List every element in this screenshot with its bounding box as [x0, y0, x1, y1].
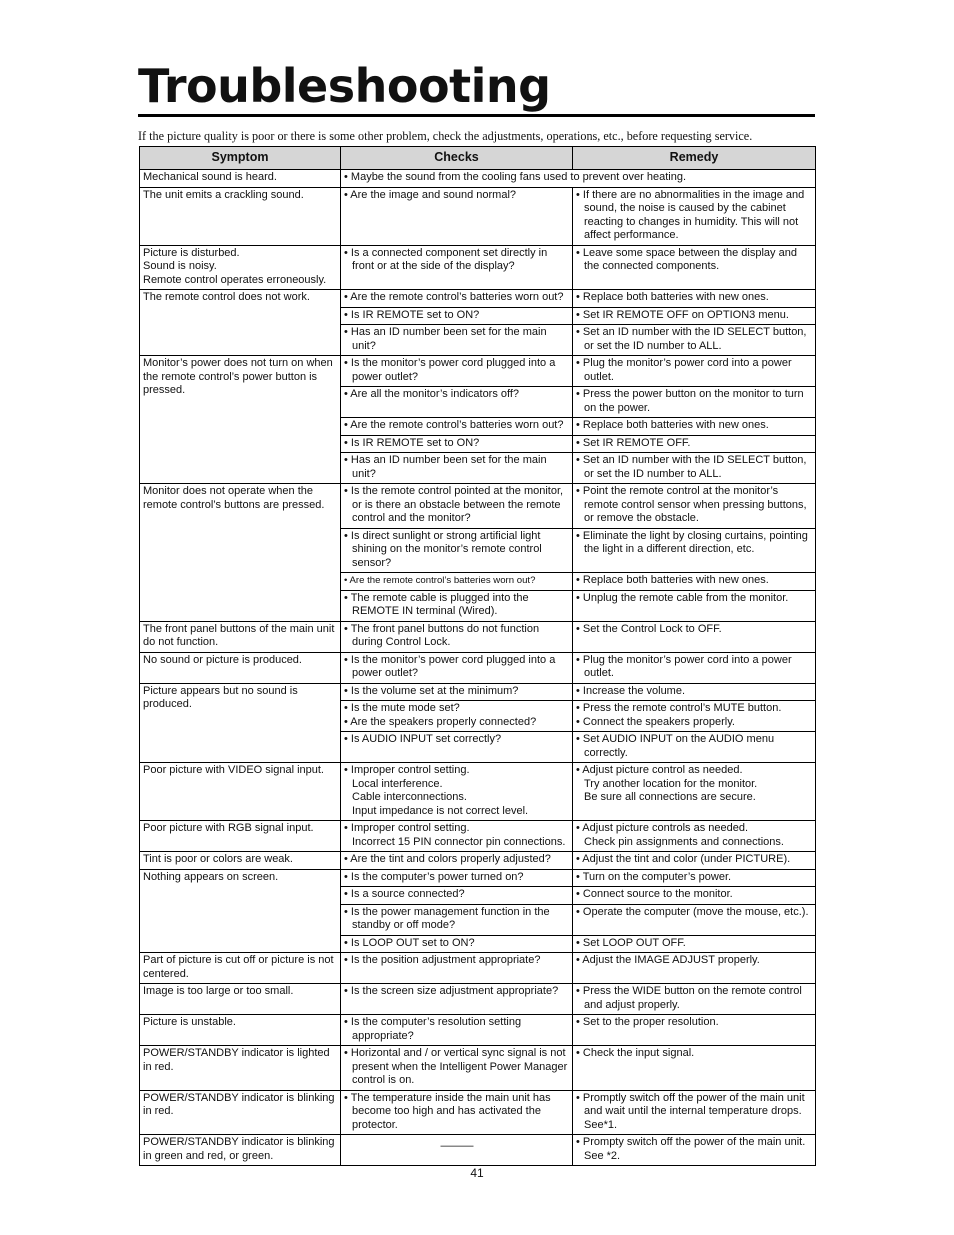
symptom-line: Image is too large or too small.: [143, 985, 294, 997]
remedy-line: • Set IR REMOTE OFF on OPTION3 menu.: [576, 308, 789, 321]
checks-line: • Is direct sunlight or strong artificial light shining on the monitor’s remote control sensor?: [344, 529, 542, 569]
symptom-cell: [140, 1090, 341, 1135]
symptom-line: The remote control does not work.: [143, 291, 310, 303]
header-symptom: Symptom: [140, 147, 341, 170]
checks-cell: [341, 953, 573, 984]
checks-cell: [341, 484, 573, 529]
checks-cell: [341, 307, 573, 325]
table-row: [140, 1090, 816, 1135]
remedy-line: • Set an ID number with the ID SELECT button, or set the ID number to ALL.: [576, 326, 807, 352]
remedy-line: • Replace both batteries with new ones.: [576, 574, 769, 586]
remedy-cell: [573, 356, 816, 387]
remedy-line: • Check the input signal.: [576, 1047, 695, 1059]
symptom-cell: [140, 1046, 341, 1091]
symptom-line: Picture is disturbed.: [143, 246, 240, 259]
remedy-cell: [573, 418, 816, 436]
remedy-line: • Unplug the remote cable from the monitor.: [576, 591, 789, 604]
remedy-cell: [573, 1015, 816, 1046]
symptom-cell: [140, 356, 341, 484]
remedy-line: • Plug the monitor’s power cord into a power outlet.: [576, 357, 792, 383]
symptom-line: Remote control operates erroneously.: [143, 273, 327, 286]
checks-cell: [341, 621, 573, 652]
remedy-line: • Connect the speakers properly.: [576, 715, 735, 728]
remedy-line: • Plug the monitor’s power cord into a power outlet.: [576, 653, 792, 679]
checks-cell: [341, 325, 573, 356]
symptom-line: POWER/STANDBY indicator is blinking in green and red, or green.: [143, 1136, 335, 1162]
table-row: [140, 683, 816, 701]
checks-line: • Is the power management function in the standby or off mode?: [344, 905, 550, 931]
checks-cell: [341, 652, 573, 683]
table-row: [140, 1135, 816, 1166]
remedy-line: • Set to the proper resolution.: [576, 1016, 719, 1028]
remedy-cell: [573, 1135, 816, 1166]
table-row: [140, 652, 816, 683]
checks-line: • Is the screen size adjustment appropriate?: [344, 985, 559, 997]
checks-line: • Is the mute mode set?: [344, 702, 460, 714]
remedy-cell: [573, 869, 816, 887]
remedy-cell: [573, 290, 816, 308]
checks-cell: [341, 245, 573, 290]
table-row: [140, 187, 816, 245]
symptom-cell: [140, 290, 341, 356]
remedy-line: • Replace both batteries with new ones.: [576, 419, 769, 431]
checks-cell: [341, 290, 573, 308]
symptom-line: POWER/STANDBY indicator is lighted in red.: [143, 1047, 330, 1073]
remedy-line: • Increase the volume.: [576, 684, 686, 697]
symptom-cell: [140, 652, 341, 683]
table-row: [140, 170, 816, 188]
checks-cell: [341, 1046, 573, 1091]
symptom-cell: [140, 821, 341, 852]
checks-line: • Is IR REMOTE set to ON?: [344, 436, 480, 449]
checks-cell: [341, 732, 573, 763]
checks-cell: [341, 852, 573, 870]
checks-line: • Are the tint and colors properly adjusted?: [344, 853, 551, 865]
symptom-line: Monitor does not operate when the remote control’s buttons are pressed.: [143, 485, 325, 511]
page-title: Troubleshooting: [138, 59, 551, 113]
remedy-cell: [573, 387, 816, 418]
remedy-cell: [573, 763, 816, 821]
checks-line: • Is the position adjustment appropriate?: [344, 954, 541, 966]
symptom-cell: [140, 621, 341, 652]
checks-cell: [341, 418, 573, 436]
remedy-line: • Adjust the IMAGE ADJUST properly.: [576, 954, 760, 966]
checks-cell: [341, 187, 573, 245]
checks-line: • Maybe the sound from the cooling fans used to prevent over heating.: [344, 171, 687, 183]
symptom-line: Nothing appears on screen.: [143, 870, 279, 883]
remedy-line: • Prompty switch off the power of the main unit. See *2.: [576, 1136, 806, 1162]
title-rule: [138, 114, 815, 117]
table-row: [140, 852, 816, 870]
checks-line: • Is the monitor’s power cord plugged into a power outlet?: [344, 653, 556, 679]
table-row: [140, 869, 816, 887]
remedy-cell: [573, 1046, 816, 1091]
table-row: [140, 245, 816, 290]
remedy-cell: [573, 325, 816, 356]
symptom-line: Tint is poor or colors are weak.: [143, 853, 293, 865]
remedy-cell: [573, 904, 816, 935]
checks-line: • Are the remote control’s batteries worn out?: [344, 575, 536, 586]
checks-line: • Improper control setting.: [344, 764, 470, 776]
remedy-line: • Press the power button on the monitor to turn on the power.: [576, 388, 804, 414]
checks-cell: [341, 528, 573, 573]
checks-cell: [341, 984, 573, 1015]
checks-line: • Are the image and sound normal?: [344, 188, 517, 201]
symptom-cell: [140, 953, 341, 984]
checks-line: Incorrect 15 PIN connector pin connections.: [352, 835, 566, 848]
remedy-line: Be sure all connections are secure.: [584, 791, 756, 803]
checks-cell: [341, 1090, 573, 1135]
checks-cell: [341, 435, 573, 453]
remedy-line: • Leave some space between the display and the connected components.: [576, 246, 797, 272]
symptom-cell: [140, 1135, 341, 1166]
remedy-cell: [573, 453, 816, 484]
checks-line: • Is AUDIO INPUT set correctly?: [344, 733, 502, 745]
table-row: [140, 1046, 816, 1091]
checks-cell: [341, 887, 573, 905]
remedy-cell: [573, 887, 816, 905]
checks-line: • The temperature inside the main unit has become too high and has activated the protector.: [344, 1091, 551, 1131]
remedy-cell: [573, 701, 816, 732]
symptom-cell: [140, 187, 341, 245]
checks-dash: ———: [440, 1140, 474, 1152]
page-number: 41: [470, 1166, 484, 1180]
remedy-line: • Set the Control Lock to OFF.: [576, 622, 722, 635]
checks-line: • Is the volume set at the minimum?: [344, 684, 519, 697]
symptom-line: Poor picture with RGB signal input.: [143, 822, 314, 834]
table-row: [140, 953, 816, 984]
checks-line: • Is a source connected?: [344, 888, 465, 900]
header-remedy: Remedy: [573, 147, 816, 170]
header-checks: Checks: [341, 147, 573, 170]
checks-cell: [341, 701, 573, 732]
remedy-line: • Press the WIDE button on the remote control and adjust properly.: [576, 985, 802, 1011]
checks-line: • Is the remote control pointed at the monitor, or is there an obstacle between the remote control and the monitor?: [344, 485, 564, 524]
checks-cell: [341, 590, 573, 621]
table-row: [140, 290, 816, 308]
remedy-cell: [573, 953, 816, 984]
remedy-cell: [573, 935, 816, 953]
table-row: [140, 821, 816, 852]
checks-remedy-cell: [341, 170, 816, 188]
symptom-line: Sound is noisy.: [143, 260, 217, 272]
checks-line: • Improper control setting.: [344, 822, 470, 834]
troubleshooting-table: [139, 146, 816, 1166]
checks-cell: [341, 453, 573, 484]
checks-line: • Is IR REMOTE set to ON?: [344, 308, 480, 321]
checks-line: • The remote cable is plugged into the REMOTE IN terminal (Wired).: [344, 591, 529, 617]
checks-line: Cable interconnections.: [352, 791, 467, 803]
remedy-line: Try another location for the monitor.: [584, 777, 758, 790]
symptom-cell: [140, 245, 341, 290]
remedy-line: • Promptly switch off the power of the main unit and wait until the internal temperature drops. See*1.: [576, 1091, 805, 1131]
symptom-line: No sound or picture is produced.: [143, 653, 302, 666]
remedy-line: • Set AUDIO INPUT on the AUDIO menu correctly.: [576, 733, 775, 759]
checks-line: • Is LOOP OUT set to ON?: [344, 936, 475, 949]
checks-line: • Are the speakers properly connected?: [344, 715, 537, 728]
table-row: [140, 356, 816, 387]
remedy-cell: [573, 573, 816, 591]
remedy-line: • Replace both batteries with new ones.: [576, 291, 769, 303]
checks-line: • Are the remote control’s batteries worn out?: [344, 291, 564, 303]
symptom-line: The front panel buttons of the main unit do not function.: [143, 622, 335, 648]
remedy-cell: [573, 245, 816, 290]
checks-line: • Has an ID number been set for the main unit?: [344, 454, 547, 480]
symptom-cell: [140, 984, 341, 1015]
checks-cell: [341, 763, 573, 821]
table-row: [140, 763, 816, 821]
table-header-row: [140, 147, 816, 170]
remedy-line: • Adjust the tint and color (under PICTURE).: [576, 853, 791, 865]
table-row: [140, 984, 816, 1015]
remedy-line: • Adjust picture controls as needed.: [576, 822, 749, 834]
remedy-line: • Adjust picture control as needed.: [576, 764, 743, 776]
checks-cell: [341, 387, 573, 418]
symptom-line: Mechanical sound is heard.: [143, 171, 277, 183]
symptom-cell: [140, 763, 341, 821]
symptom-cell: [140, 1015, 341, 1046]
remedy-cell: [573, 435, 816, 453]
checks-cell: [341, 935, 573, 953]
remedy-cell: [573, 683, 816, 701]
intro-text: If the picture quality is poor or there is some other problem, check the adjustments, operations, etc., before requesting service.: [138, 129, 753, 143]
checks-line: • Is a connected component set directly in front or at the side of the display?: [344, 246, 548, 272]
remedy-cell: [573, 984, 816, 1015]
symptom-cell: [140, 869, 341, 953]
symptom-cell: [140, 484, 341, 622]
remedy-line: • Set IR REMOTE OFF.: [576, 436, 691, 449]
remedy-line: • Turn on the computer’s power.: [576, 870, 732, 883]
symptom-line: POWER/STANDBY indicator is blinking in red.: [143, 1091, 335, 1117]
checks-line: • Is the computer’s resolution setting appropriate?: [344, 1016, 522, 1042]
checks-cell: [341, 821, 573, 852]
checks-cell: [341, 1015, 573, 1046]
remedy-cell: [573, 590, 816, 621]
symptom-line: Picture is unstable.: [143, 1016, 236, 1028]
remedy-line: • Operate the computer (move the mouse, etc.).: [576, 905, 809, 918]
checks-cell: [341, 356, 573, 387]
table-row: [140, 1015, 816, 1046]
remedy-cell: [573, 484, 816, 529]
checks-cell: [341, 1135, 573, 1166]
remedy-cell: [573, 821, 816, 852]
checks-line: Local interference.: [352, 777, 443, 790]
symptom-cell: [140, 683, 341, 763]
checks-line: • Horizontal and / or vertical sync signal is not present when the Intelligent Power Manager control is on.: [344, 1047, 568, 1086]
symptom-cell: [140, 852, 341, 870]
symptom-cell: [140, 170, 341, 188]
remedy-line: • Eliminate the light by closing curtains, pointing the light in a different direction, etc.: [576, 529, 808, 555]
checks-line: • Are all the monitor’s indicators off?: [344, 388, 520, 400]
symptom-line: Picture appears but no sound is produced.: [143, 684, 298, 710]
symptom-line: Poor picture with VIDEO signal input.: [143, 764, 324, 776]
remedy-cell: [573, 652, 816, 683]
remedy-cell: [573, 528, 816, 573]
remedy-line: • Press the remote control’s MUTE button.: [576, 702, 782, 714]
symptom-line: Part of picture is cut off or picture is not centered.: [143, 954, 334, 980]
checks-line: • Is the computer’s power turned on?: [344, 870, 524, 883]
remedy-cell: [573, 307, 816, 325]
remedy-line: • Point the remote control at the monitor’s remote control sensor when pressing buttons, or remove the obstacle.: [576, 485, 807, 524]
checks-cell: [341, 573, 573, 591]
table-body: [140, 170, 816, 1166]
symptom-line: Monitor’s power does not turn on when the remote control’s power button is pressed.: [143, 357, 333, 396]
table-row: [140, 484, 816, 529]
remedy-cell: [573, 621, 816, 652]
checks-line: • Has an ID number been set for the main unit?: [344, 326, 547, 352]
checks-line: Input impedance is not correct level.: [352, 804, 529, 817]
checks-line: • The front panel buttons do not function during Control Lock.: [344, 622, 540, 648]
remedy-cell: [573, 732, 816, 763]
checks-cell: [341, 869, 573, 887]
remedy-line: • If there are no abnormalities in the image and sound, the noise is caused by the cabinet reacting to changes in humidity. This will not affect performance.: [576, 188, 805, 241]
checks-line: • Is the monitor’s power cord plugged into a power outlet?: [344, 357, 556, 383]
checks-line: • Are the remote control’s batteries worn out?: [344, 419, 564, 431]
remedy-line: Check pin assignments and connections.: [584, 835, 784, 848]
checks-cell: [341, 904, 573, 935]
remedy-line: • Set LOOP OUT OFF.: [576, 936, 686, 949]
remedy-cell: [573, 1090, 816, 1135]
checks-cell: [341, 683, 573, 701]
remedy-cell: [573, 187, 816, 245]
symptom-line: The unit emits a crackling sound.: [143, 188, 304, 201]
remedy-line: • Connect source to the monitor.: [576, 888, 733, 900]
remedy-line: • Set an ID number with the ID SELECT button, or set the ID number to ALL.: [576, 454, 807, 480]
table-row: [140, 621, 816, 652]
remedy-cell: [573, 852, 816, 870]
